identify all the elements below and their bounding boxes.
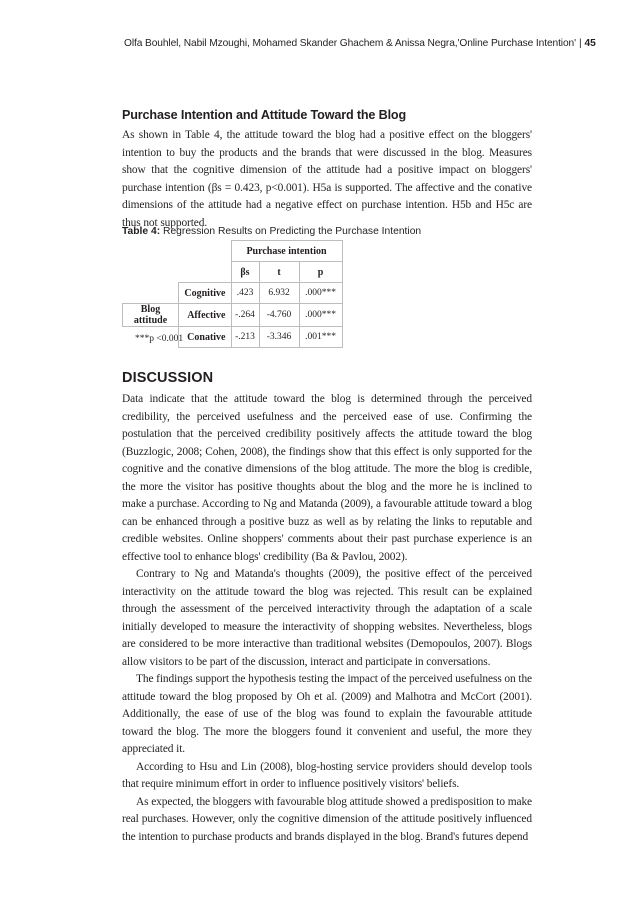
- header-authors-title: Olfa Bouhlel, Nabil Mzoughi, Mohamed Skander Ghachem & Anissa Negra,'Online Purchase Intention': [124, 38, 576, 49]
- table-cell: .001***: [299, 327, 342, 348]
- table-col-header: t: [259, 262, 299, 283]
- table-row: [123, 304, 343, 327]
- section-heading-purchase-intention: Purchase Intention and Attitude Toward the Blog: [122, 108, 407, 122]
- table-group-label: Blog attitude: [123, 304, 179, 327]
- table-row-label: Cognitive: [179, 283, 232, 304]
- table-cell: .000***: [299, 283, 342, 304]
- running-header: [124, 38, 596, 49]
- table-cell: .423: [231, 283, 259, 304]
- table-empty-cell: [123, 262, 179, 283]
- table-note: ***p <0.001: [135, 334, 184, 344]
- table-cell: -.264: [231, 304, 259, 327]
- discussion-paragraph: According to Hsu and Lin (2008), blog-hosting service providers should develop tools that require minimum effort in order to influence positively visitors' beliefs.: [122, 760, 532, 790]
- section-heading-discussion: DISCUSSION: [122, 370, 214, 386]
- section-paragraph: [122, 127, 532, 232]
- discussion-body: [122, 391, 532, 846]
- table-row-label: Conative: [179, 327, 232, 348]
- discussion-paragraph: The findings support the hypothesis testing the impact of the perceived usefulness on the attitude toward the blog proposed by Oh et al. (2009) and Malhotra and McCort (2001). Additionally, the ease of use of the blog was found to explain the favourable attitude toward the blog. The more the bloggers found it convenient and useful, the more they appreciated it.: [122, 673, 532, 755]
- table-row-label: Affective: [179, 304, 232, 327]
- discussion-paragraph: As expected, the bloggers with favourable blog attitude showed a predisposition to make real purchases. However, only the cognitive dimension of the attitude positively influenced the intention to purchase products and brands displayed in the blog. Brand's futures depend: [122, 795, 532, 843]
- table-cell: 6.932: [259, 283, 299, 304]
- table-cell: -4.760: [259, 304, 299, 327]
- table-cell: -3.346: [259, 327, 299, 348]
- table-cell: -.213: [231, 327, 259, 348]
- regression-table: [122, 240, 343, 348]
- table-header-row: [123, 241, 343, 262]
- table-caption: [122, 226, 421, 237]
- table-empty-cell: [123, 283, 179, 304]
- table-col-header: p: [299, 262, 342, 283]
- table-col-header: βs: [231, 262, 259, 283]
- header-separator: |: [578, 38, 582, 49]
- paragraph-purchase-intention: As shown in Table 4, the attitude toward the blog had a positive effect on the bloggers' intention to buy the products and the brands that were discussed in the blog. Measures show that the cognitive dimension of the attitude had a positive impact on bloggers' purchase intention (βs = 0.423, p<0.001). H5a is supported. The affective and the conative dimensions of the attitude had a negative effect on purchase intention. H5b and H5c are thus not supported.: [122, 129, 532, 229]
- table-caption-text: Regression Results on Predicting the Purchase Intention: [160, 226, 422, 237]
- table-empty-cell: [179, 241, 232, 262]
- table-column-row: [123, 262, 343, 283]
- table-header-purchase-intention: Purchase intention: [231, 241, 342, 262]
- table-empty-cell: [179, 262, 232, 283]
- page-number: 45: [584, 38, 596, 49]
- table-empty-cell: [123, 241, 179, 262]
- discussion-paragraph: Data indicate that the attitude toward the blog is determined through the perceived credibility, the perceived usefulness and the perceived ease of use. Confirming the postulation that the perceived credibility positively affects the attitude toward the blog (Buzzlogic, 2008; Cohen, 2008), the findings show that this effect is only supported for the cognitive and the conative dimensions of the blog attitude. The more the blog is credible, the more the visitor has positive thoughts about the blog and the more he is inclined to make a purchase. According to Ng and Matanda (2009), a favourable attitude toward a blog can be enhanced through a positive buzz as well as by relating the links to reputable and credible websites. Online shoppers' comments about their past purchase experience is an effective tool to enhance blogs' credibility (Ba & Pavlou, 2002).: [122, 393, 532, 563]
- table-row: [123, 283, 343, 304]
- table-caption-label: Table 4:: [122, 226, 161, 237]
- discussion-paragraph: Contrary to Ng and Matanda's thoughts (2009), the positive effect of the perceived interactivity on the attitude toward the blog was rejected. This result can be explained through the assessment of the perceived interactivity through the adaptation of a scale initially developed to measure the interactivity of shopping websites. Nevertheless, blogs are considered to be more interactive than traditional websites (Demopoulos, 2007). Blogs allow visitors to be part of the discussion, interact and participate in conversations.: [122, 568, 532, 668]
- table-cell: .000***: [299, 304, 342, 327]
